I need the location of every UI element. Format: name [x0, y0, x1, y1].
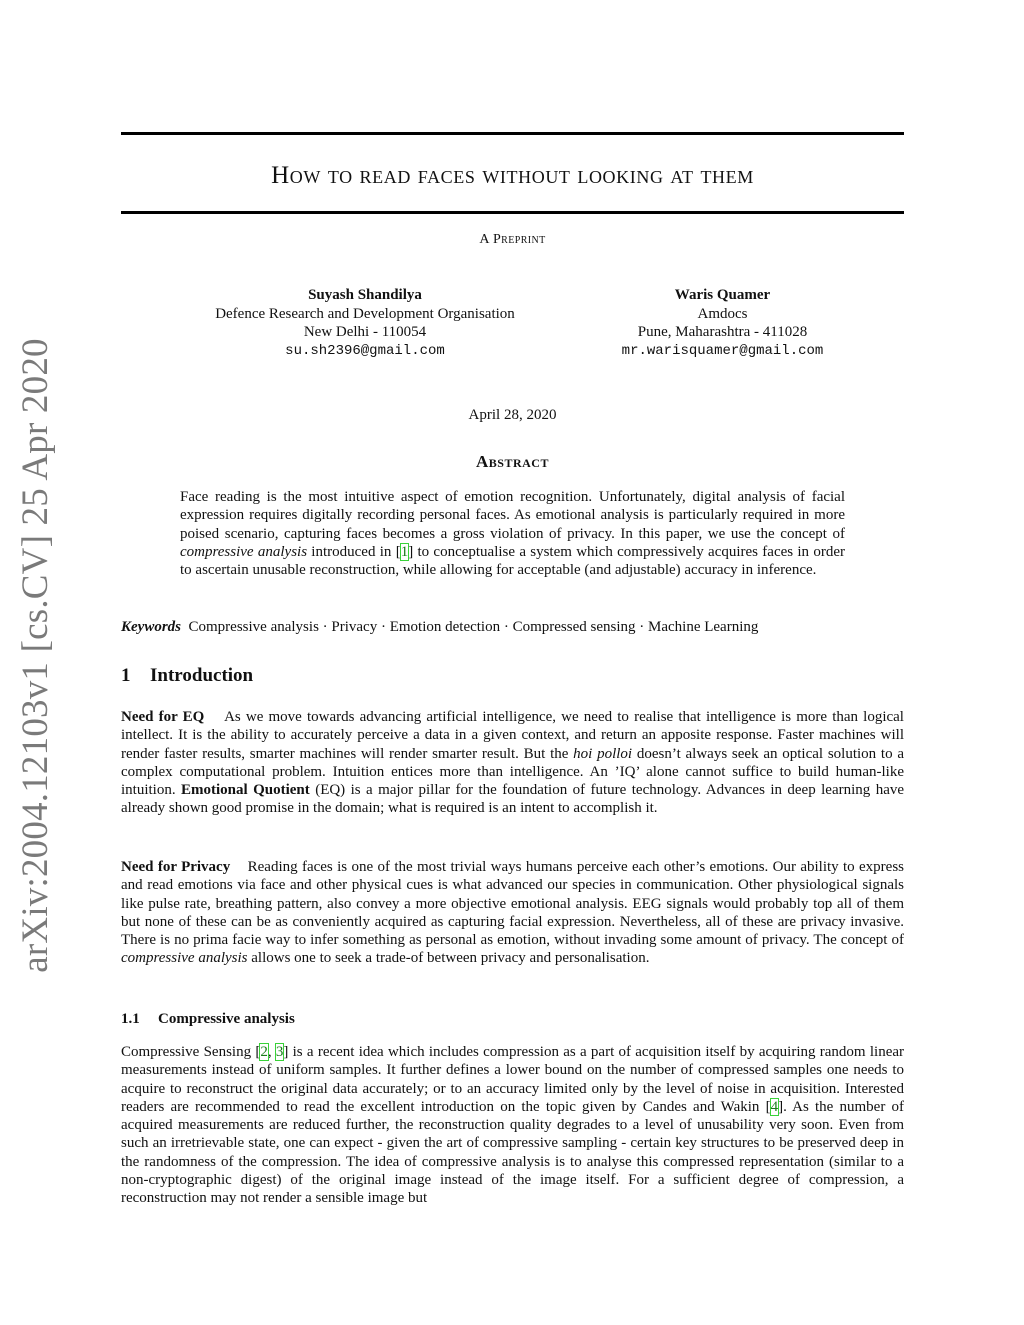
author-email[interactable]: su.sh2396@gmail.com [285, 342, 445, 359]
arxiv-id: arXiv:2004.12103v1 [cs.CV] 25 Apr 2020 [14, 337, 56, 973]
paragraph-text: As we move towards advancing artificial intelligence, we need to realise that intelligence is more than logical intellect. It is the ability to accurately perceive a data in a given context, and return an apposite response. Faster machines will render faster results, smarter machines will render smarter result. But the [121, 709, 904, 762]
abstract-text: to conceptualise a system which compressively acquires faces in order to ascertain unusable reconstruction, while allowing for acceptable (and adjustable) accuracy in inference. [180, 543, 845, 579]
paragraph-text: allows one to seek a trade-of between privacy and personalisation. [247, 950, 650, 967]
abstract-emphasis: compressive analysis [180, 543, 308, 560]
preprint-label: A Preprint [479, 232, 546, 247]
citation-separator: , [267, 1044, 276, 1060]
paragraph-lead: Need for Privacy [121, 859, 231, 875]
author-name: Waris Quamer [674, 287, 771, 303]
citation-link[interactable]: 4 [770, 1098, 779, 1115]
paragraph-text: (EQ) is a major pillar for the foundation of future technology. Advances in deep learning have already shown good promise in the domain; what is required is an intent to accomplish it. [121, 782, 905, 817]
keywords-text: Compressive analysis · Privacy · Emotion detection · Compressed sensing · Machine Learning [188, 619, 759, 635]
abstract-text: introduced in [307, 543, 396, 560]
keywords-line [121, 619, 904, 636]
paper-date: April 28, 2020 [468, 407, 557, 423]
citation-link[interactable]: 2 [260, 1044, 268, 1060]
citation-link[interactable]: 1 [400, 543, 409, 560]
paragraph-text: ] is a recent idea which includes compression as a part of acquisition itself by acquiring random linear measurements instead of uniform samples. It further defines a lower bound on the number of compressed samples one needs to acquire to reconstruct the original data accurately; or to an accuracy limited only by the level of noise in acquisition. Interested readers are recommended to read the excellent introduction on the topic given by Candes and Wakin [ [121, 1044, 905, 1115]
abstract-heading: Abstract [476, 452, 549, 471]
author-affiliation: Amdocs [697, 305, 748, 322]
author-block [570, 286, 875, 360]
author-name: Suyash Shandilya [308, 287, 422, 303]
section-heading [121, 665, 253, 687]
paragraph-need-for-eq [121, 708, 904, 818]
arxiv-stamp [5, 337, 65, 973]
title-rule-top [121, 132, 904, 135]
title-rule-bottom [121, 211, 904, 214]
author-location: New Delhi - 110054 [303, 324, 427, 340]
section-title: Introduction [150, 665, 254, 686]
paragraph-lead: Need for EQ [121, 709, 205, 725]
paragraph-need-for-privacy [121, 858, 904, 968]
author-location: Pune, Maharashtra - 411028 [637, 324, 808, 340]
subsection-number: 1.1 [121, 1011, 140, 1027]
subsection-heading [121, 1011, 295, 1028]
paragraph-emphasis: hoi polloi [573, 745, 633, 762]
author-email[interactable]: mr.warisquamer@gmail.com [621, 342, 824, 359]
abstract-body: Face reading is the most intuitive aspect of emotion recognition. Unfortunately, digital analysis of facial expression requires digitally recording personal faces. As emotional analysis is particularly required in more poised scenario, capturing faces becomes a gross violation of privacy. In this paper, we use the concept of compressive analysis introduced in [1] to conceptualise a system which compressively acquires faces in order to ascertain unusable reconstruction, while allowing for acceptable (and adjustable) accuracy in inference. [180, 489, 845, 579]
section-number: 1 [121, 665, 131, 686]
paper-title: How to read faces without looking at them [271, 162, 754, 189]
paragraph-text: ]. As the number of acquired measurements are reduced further, the reconstruction quality degrades to a level of unusability very soon. Even from such an irretrievable state, one can expect - given the art of compressive sampling - certain key structures to be preserved deep in the randomness of the compression. The idea of compressive analysis is to analyse this compressed representation (similar to a non-cryptographic digest) of the original image instead of the image itself. For a sufficient degree of compression, a reconstruction may not render a sensible image but [121, 1098, 904, 1207]
citation-link[interactable]: 3 [275, 1044, 284, 1060]
author-affiliation: Defence Research and Development Organisation [215, 305, 515, 322]
author-block [170, 286, 560, 360]
paragraph-text: Reading faces is one of the most trivial ways humans perceive each other’s emotions. Our ability to express and read emotions via face and other physical cues is what advanced our species in communication. Other physiological signals like pulse rate, breathing pattern, also convey a more objective emotional analysis. EEG signals would probably top all of them but none of these can be as conveniently acquired as capturing facial expression. Nevertheless, all of these are privacy invasive. There is no prima facie way to infer something as personal as emotion, without invading some amount of privacy. The concept of [121, 859, 905, 949]
abstract-text: Face reading is the most intuitive aspect of emotion recognition. Unfortunately, digital analysis of facial expression requires digitally recording personal faces. As emotional analysis is particularly required in more poised scenario, capturing faces becomes a gross violation of privacy. In this paper, we use the concept of [180, 489, 845, 542]
paragraph-compressive-sensing [121, 1043, 904, 1208]
paragraph-text: doesn’t always seek an optical solution to a complex computational problem. Intuition entices more than intelligence. An ’IQ’ alone cannot suffice to build human-like intuition. [121, 745, 904, 799]
subsection-title: Compressive analysis [158, 1011, 295, 1027]
paragraph-bold: Emotional Quotient [181, 782, 310, 799]
paragraph-text: Compressive Sensing [ [121, 1044, 261, 1060]
paragraph-emphasis: compressive analysis [121, 950, 248, 967]
keywords-label: Keywords [121, 619, 181, 635]
